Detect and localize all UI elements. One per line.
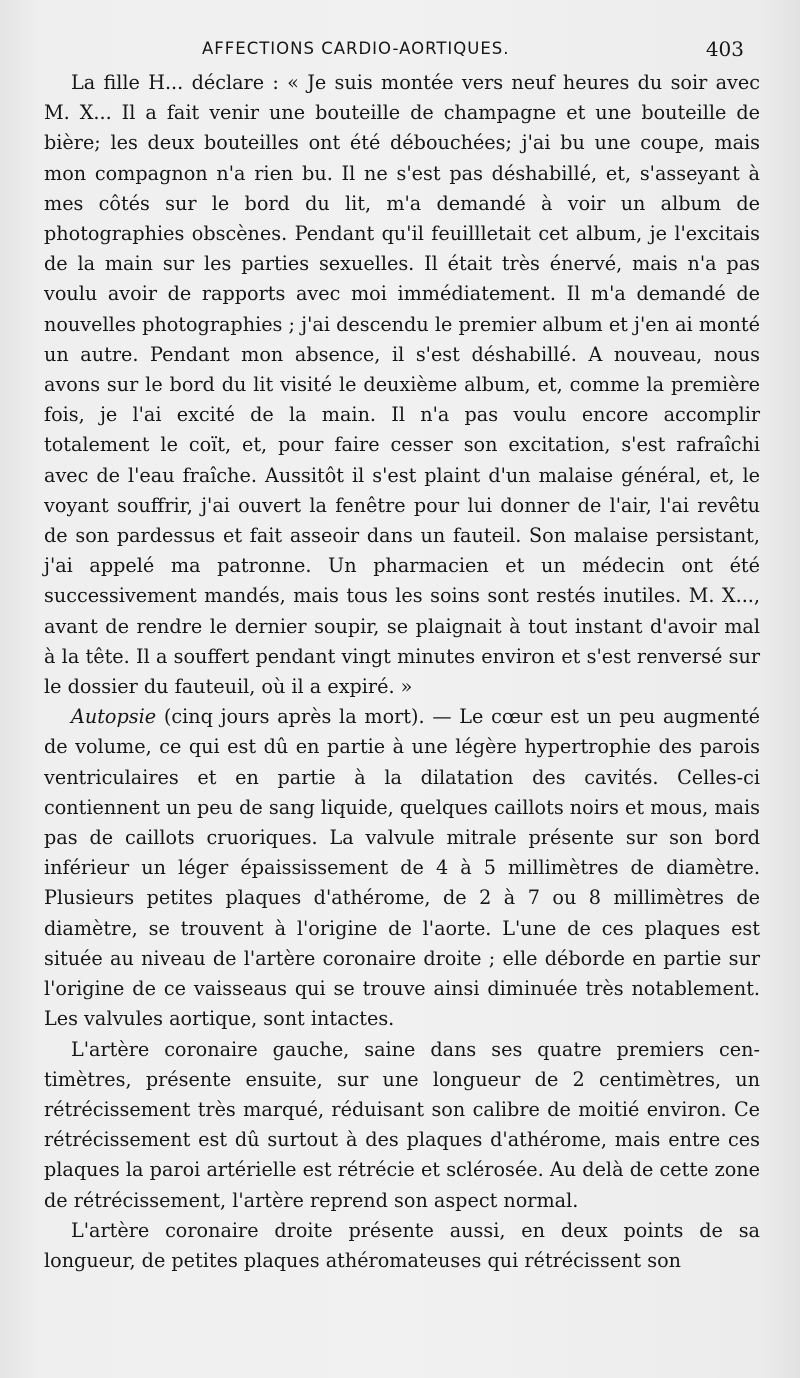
paragraph-left-coronary: L'artère coronaire gauche, saine dans ses quatre premiers centimètres, présente ensuite, sur une longueur de 2 centimètres, un rétrécissement très marqué, réduisant son calibre de moitié environ. Ce rétrécissement est dû surtout à des plaques d'athérome, mais entre ces plaques la paroi artérielle est rétrécie et sclérosée. Au delà de cette zone de rétrécissement, l'artère reprend son aspect normal.	[44, 1037, 760, 1212]
paragraph-autopsy	[44, 702, 760, 1034]
autopsy-heading: Autopsie	[71, 705, 157, 729]
paragraph-testimony: La fille H... déclare : « Je suis montée vers neuf heures du soir avec M. X... Il a fait venir une bouteille de champagne et une bouteille de bière; les deux bouteilles ont été débouchées; j'ai bu une coupe, mais mon compagnon n'a rien bu. Il ne s'est pas déshabillé, et, s'asseyant à mes côtés sur le bord du lit, m'a demandé à voir un album de photographies obscènes. Pendant qu'il feuillletait cet album, je l'excitais de la main sur les parties sexuelles. Il était très énervé, mais n'a pas voulu avoir de rapports avec moi immédiatement. Il m'a demandé de nouvelles photographies ; j'ai descendu le premier album et j'en ai monté un autre. Pendant mon absence, il s'est déshabillé. A nouveau, nous avons sur le bord du lit visité le deuxième album, et, comme la première fois, je l'ai excité de la main. Il n'a pas voulu encore accomplir totalement le coït, et, pour faire cesser son excitation, s'est rafraîchi avec de l'eau fraîche. Aussitôt il s'est plaint d'un malaise général, et, le voyant souffrir, j'ai ouvert la fenêtre pour lui donner de l'air, l'ai revêtu de son pardessus et fait asseoir dans un fauteil. Son malaise persistant, j'ai appelé ma patronne. Un pharmacien et un médecin ont été successivement mandés, mais tous les soins sont restés inutiles. M. X..., avant de rendre le dernier soupir, se plaignait à tout instant d'avoir mal à la tête. Il a souffert pendant vingt minutes environ et s'est renversé sur le dossier du fauteuil, où il a expiré. »	[44, 71, 760, 699]
paragraph-right-coronary: L'artère coronaire droite présente aussi, en deux points de sa longueur, de petites plaques athéromateuses qui rétrécissent son	[44, 1218, 760, 1272]
page-number: 403	[705, 37, 744, 61]
page-header	[0, 34, 800, 64]
body-text	[44, 68, 760, 1276]
running-title: AFFECTIONS CARDIO-AORTIQUES.	[202, 39, 510, 58]
autopsy-text: (cinq jours après la mort). — Le cœur est un peu augmenté de volume, ce qui est dû en partie à une légère hypertrophie des parois ventriculaires et en partie à la dilatation des cavités. Celles-ci contiennent un peu de sang liquide, quelques caillots noirs et mous, mais pas de caillots cruoriques. La valvule mitrale présente sur son bord inférieur un léger épaississement de 4 à 5 millimètres de diamètre. Plusieurs petites plaques d'athérome, de 2 à 7 ou 8 millimètres de diamètre, se trouvent à l'origine de l'aorte. L'une de ces plaques est située au niveau de l'artère coronaire droite ; elle déborde en partie sur l'origine de ce vaisseaus qui se trouve ainsi diminuée très notablement. Les valvules aortique, sont intactes.	[44, 705, 760, 1031]
